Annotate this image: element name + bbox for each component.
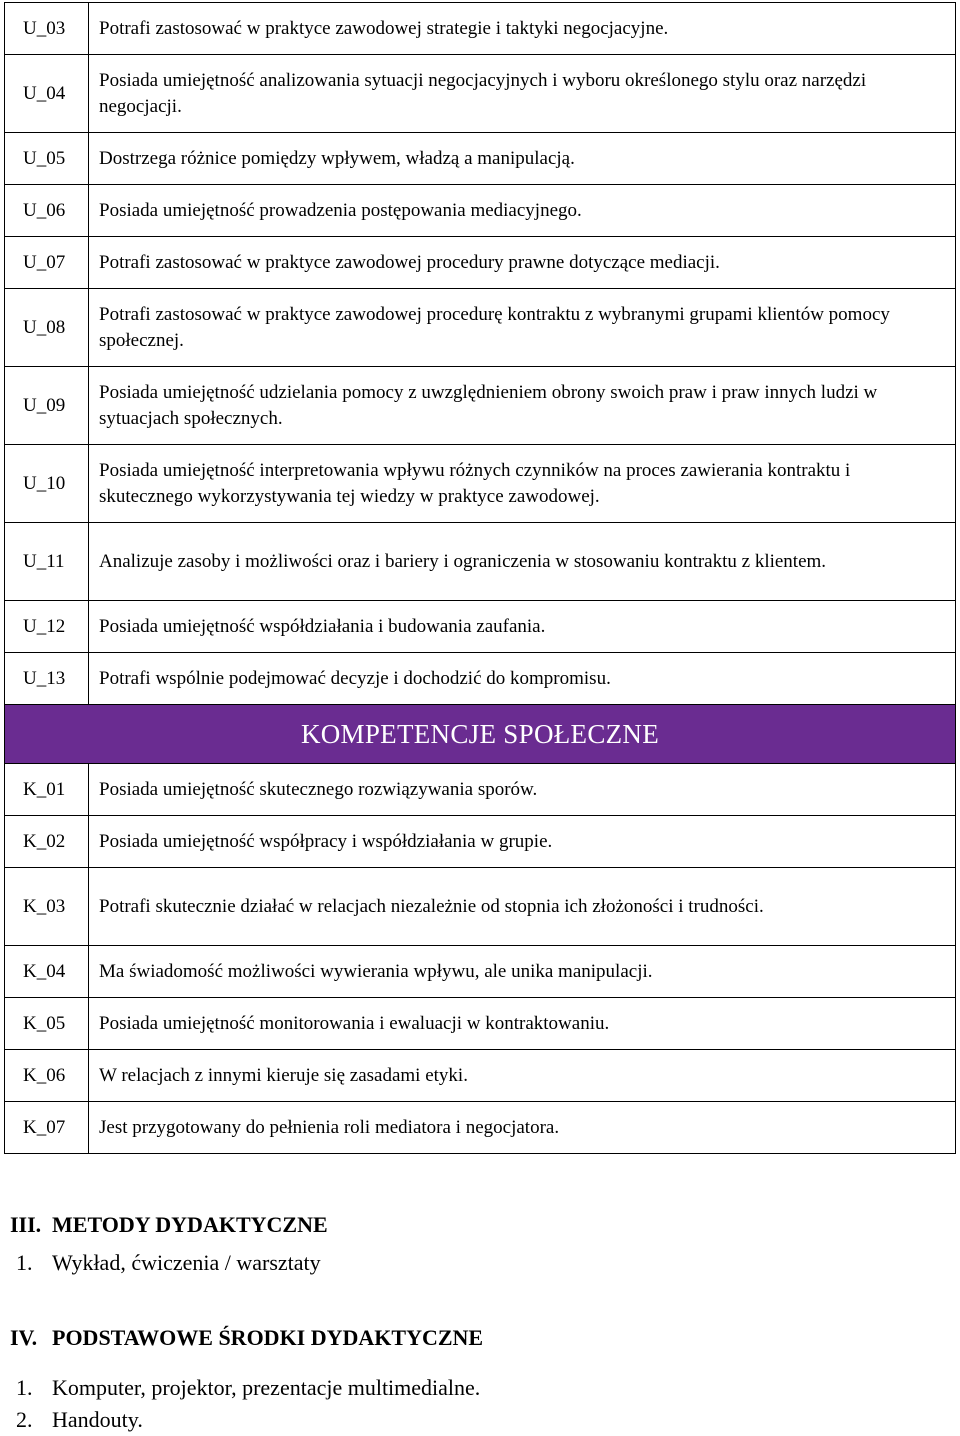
table-row — [5, 523, 956, 601]
outcome-description: Posiada umiejętność interpretowania wpływu różnych czynników na proces zawierania kontraktu i skutecznego wykorzystywania tej wiedzy w praktyce zawodowej. — [89, 445, 956, 523]
outcome-code: U_08 — [5, 289, 89, 367]
section-title: METODY DYDAKTYCZNE — [52, 1212, 328, 1237]
outcome-description: Posiada umiejętność współdziałania i budowania zaufania. — [89, 601, 956, 653]
outcome-code: K_07 — [5, 1102, 89, 1154]
competences-header: KOMPETENCJE SPOŁECZNE — [5, 705, 956, 764]
section-header-row — [5, 705, 956, 764]
list-item-number: 1. — [16, 1375, 33, 1400]
outcome-code: K_02 — [5, 816, 89, 868]
table-row — [5, 367, 956, 445]
teaching-methods-section — [10, 1210, 328, 1278]
table-row — [5, 601, 956, 653]
outcome-description: Jest przygotowany do pełnienia roli mediatora i negocjatora. — [89, 1102, 956, 1154]
outcome-description: W relacjach z innymi kieruje się zasadami etyki. — [89, 1050, 956, 1102]
outcome-code: U_09 — [5, 367, 89, 445]
table-row — [5, 237, 956, 289]
outcome-code: K_06 — [5, 1050, 89, 1102]
list-item-number: 1. — [16, 1250, 33, 1275]
table-row — [5, 55, 956, 133]
outcome-code: K_04 — [5, 946, 89, 998]
outcome-code: K_05 — [5, 998, 89, 1050]
outcome-code: U_07 — [5, 237, 89, 289]
outcome-description: Posiada umiejętność skutecznego rozwiązywania sporów. — [89, 764, 956, 816]
outcome-description: Potrafi zastosować w praktyce zawodowej procedury prawne dotyczące mediacji. — [89, 237, 956, 289]
outcome-code: U_03 — [5, 3, 89, 55]
table-row — [5, 289, 956, 367]
outcome-description: Potrafi zastosować w praktyce zawodowej procedurę kontraktu z wybranymi grupami klientów pomocy społecznej. — [89, 289, 956, 367]
outcome-code: U_05 — [5, 133, 89, 185]
list-item-number: 2. — [16, 1407, 33, 1432]
section-heading — [10, 1210, 328, 1240]
list-item — [10, 1248, 328, 1278]
table-row — [5, 998, 956, 1050]
outcome-code: U_13 — [5, 653, 89, 705]
table-row — [5, 946, 956, 998]
learning-outcomes-table — [4, 2, 956, 1154]
outcome-description: Posiada umiejętność prowadzenia postępowania mediacyjnego. — [89, 185, 956, 237]
outcome-code: K_01 — [5, 764, 89, 816]
outcome-description: Potrafi zastosować w praktyce zawodowej strategie i taktyki negocjacyjne. — [89, 3, 956, 55]
table-row — [5, 816, 956, 868]
table-row — [5, 133, 956, 185]
section-number: IV. — [10, 1325, 38, 1350]
table-row — [5, 653, 956, 705]
section-heading — [10, 1323, 483, 1353]
table-row — [5, 1050, 956, 1102]
outcome-code: U_04 — [5, 55, 89, 133]
outcome-description: Posiada umiejętność monitorowania i ewaluacji w kontraktowaniu. — [89, 998, 956, 1050]
outcome-code: U_11 — [5, 523, 89, 601]
outcome-description: Dostrzega różnice pomiędzy wpływem, władzą a manipulacją. — [89, 133, 956, 185]
outcome-description: Potrafi skutecznie działać w relacjach niezależnie od stopnia ich złożoności i trudności. — [89, 868, 956, 946]
table-row — [5, 868, 956, 946]
outcome-description: Posiada umiejętność analizowania sytuacji negocjacyjnych i wyboru określonego stylu oraz narzędzi negocjacji. — [89, 55, 956, 133]
outcome-code: U_06 — [5, 185, 89, 237]
list-item-text: Handouty. — [52, 1407, 143, 1432]
outcome-description: Potrafi wspólnie podejmować decyzje i dochodzić do kompromisu. — [89, 653, 956, 705]
outcome-description: Ma świadomość możliwości wywierania wpływu, ale unika manipulacji. — [89, 946, 956, 998]
table-row — [5, 185, 956, 237]
table-row — [5, 1102, 956, 1154]
teaching-aids-section — [10, 1323, 483, 1435]
outcome-description: Analizuje zasoby i możliwości oraz i bariery i ograniczenia w stosowaniu kontraktu z klientem. — [89, 523, 956, 601]
section-number: III. — [10, 1212, 42, 1237]
outcome-description: Posiada umiejętność udzielania pomocy z uwzględnieniem obrony swoich praw i praw innych ludzi w sytuacjach społecznych. — [89, 367, 956, 445]
section-title: PODSTAWOWE ŚRODKI DYDAKTYCZNE — [52, 1325, 484, 1350]
list-item — [10, 1405, 483, 1435]
table-row — [5, 445, 956, 523]
list-item — [10, 1373, 483, 1403]
table-row — [5, 764, 956, 816]
outcome-description: Posiada umiejętność współpracy i współdziałania w grupie. — [89, 816, 956, 868]
outcome-code: U_12 — [5, 601, 89, 653]
list-item-text: Komputer, projektor, prezentacje multimedialne. — [52, 1375, 481, 1400]
outcome-code: K_03 — [5, 868, 89, 946]
table-row — [5, 3, 956, 55]
outcome-code: U_10 — [5, 445, 89, 523]
list-item-text: Wykład, ćwiczenia / warsztaty — [52, 1250, 321, 1275]
